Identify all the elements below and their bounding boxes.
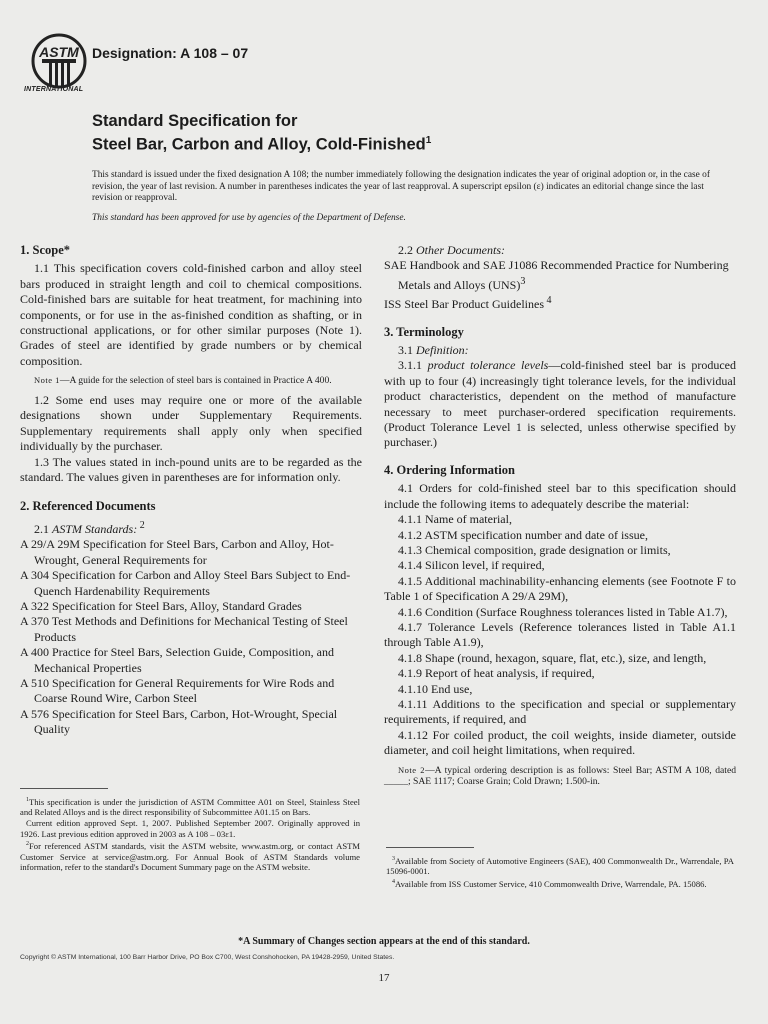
- section-heading-referenced-documents: 2. Referenced Documents: [20, 499, 156, 514]
- astm-logo-icon: [30, 32, 88, 90]
- title-line-2: Steel Bar, Carbon and Alloy, Cold-Finished$^1$: [92, 135, 432, 154]
- note-1-text: —A guide for the selection of steel bars is contained in Practice A 400.: [59, 375, 332, 387]
- paragraph-3-1-1: 3.1.1 product tolerance levels—cold-finished steel bar is produced with up to four (4) increasingly tight tolerance levels, for the individual product characteristics, dependent on the method of manufacture necessary to meet purchaser-ordered specification requirements. (Product Tolerance Level 1 is selected, unless otherwise specified by purchaser.): [384, 358, 737, 450]
- page-number: 17: [378, 972, 390, 984]
- footnote: Current edition approved Sept. 1, 2007. Published September 2007. Originally approved in 1926. Last previous edition approved in 2003 as A 108 – 03ε1.: [20, 818, 360, 839]
- reference-item: A 576 Specification for Steel Bars, Carbon, Hot-Wrought, Special Quality: [20, 706, 338, 737]
- paragraph-4-1: 4.1 Orders for cold-finished steel bar to this specification should include the following items to adequately describe the material:: [384, 481, 736, 511]
- note-1: [20, 375, 362, 387]
- ordering-item: 4.1.4 Silicon level, if required,: [398, 558, 545, 573]
- note-1-label: Note 1: [34, 375, 60, 386]
- reference-item: A 322 Specification for Steel Bars, Alloy, Standard Grades: [20, 598, 302, 613]
- definition-subheading: 3.1 Definition:: [398, 343, 469, 358]
- reference-item: A 29/A 29M Specification for Steel Bars, Carbon and Alloy, Hot-Wrought, General Requirements for: [20, 537, 334, 567]
- copyright-line: Copyright © ASTM International, 100 Barr Harbor Drive, PO Box C700, West Conshohocken, PA 19428-2959, United States.: [20, 954, 395, 961]
- other-document-item: ISS Steel Bar Product Guidelines $^4$: [384, 295, 552, 312]
- footnote: $^3$Available from Society of Automotive Engineers (SAE), 400 Commonwealth Dr., Warrendale, PA 15096-0001.: [386, 855, 734, 877]
- reference-item: A 370 Test Methods and Definitions for Mechanical Testing of Steel Products: [20, 614, 348, 644]
- footnote: $^1$This specification is under the jurisdiction of ASTM Committee A01 on Steel, Stainless Steel and Related Alloys and is the direct responsibility of Subcommittee A01.15 on Bars.: [20, 796, 360, 818]
- logo-text: ASTM: [39, 44, 79, 60]
- note-2: [384, 765, 736, 789]
- right-column: [384, 243, 736, 794]
- left-column: [20, 243, 362, 738]
- issuance-statement: This standard is issued under the fixed designation A 108; the number immediately following the designation indicates the year of original adoption or, in the case of revision, the year of last revision. A number in parentheses indicates the year of last reapproval. A superscript epsilon (ε) indicates an editorial change since the last revision or reapproval.: [92, 170, 710, 203]
- title-footnote-marker: 1: [425, 135, 432, 146]
- ordering-item: 4.1.6 Condition (Surface Roughness tolerances listed in Table A1.7),: [398, 604, 728, 619]
- designation: Designation: A 108 – 07: [92, 45, 249, 61]
- summary-of-changes-note: *A Summary of Changes section appears at the end of this standard.: [238, 936, 530, 947]
- astm-standards-subheading: 2.1 ASTM Standards: $^2$: [34, 519, 145, 536]
- ordering-item: 4.1.1 Name of material,: [398, 512, 512, 527]
- reference-item: A 510 Specification for General Requirements for Wire Rods and Coarse Round Wire, Carbon Steel: [20, 675, 335, 706]
- ordering-item: 4.1.9 Report of heat analysis, if required,: [398, 666, 595, 681]
- ordering-item: 4.1.7 Tolerance Levels (Reference tolerances listed in Table A1.1 through Table A1.9),: [384, 619, 736, 650]
- section-heading-scope: 1. Scope*: [20, 243, 70, 257]
- ordering-item: 4.1.8 Shape (round, hexagon, square, flat, etc.), size, and length,: [398, 650, 707, 665]
- ordering-item: 4.1.11 Additions to the specification and special or supplementary requirements, if required, and: [384, 696, 736, 727]
- footnote-rule: [20, 788, 108, 789]
- footnote: $^4$Available from ISS Customer Service, 410 Commonwealth Drive, Warrendale, PA. 15086.: [392, 878, 707, 889]
- logo-subtitle: INTERNATIONAL: [24, 86, 84, 93]
- paragraph-1-1: 1.1 This specification covers cold-finished carbon and alloy steel bars produced in straight length and coil to chemical compositions. Cold-finished bars are suitable for heat treatment, for machining into components, or for use in the as-finished condition as shafting, or in constructional applications, or for other similar purposes (Note 1). Grades of steel are identified by grade numbers or by chemical composition.: [20, 261, 362, 368]
- ordering-item: 4.1.2 ASTM specification number and date of issue,: [398, 527, 648, 542]
- title-line-1: Standard Specification for: [92, 112, 298, 130]
- other-document-item: SAE Handbook and SAE J1086 Recommended Practice for Numbering Metals and Alloys (UNS)$^3$: [384, 258, 729, 292]
- note-2-label: Note 2: [398, 764, 426, 775]
- footnote: $^2$For referenced ASTM standards, visit the ASTM website, www.astm.org, or contact ASTM Customer Service at service@astm.org. For Annual Book of ASTM Standards volume information, refer to the standard's Document Summary page on the ASTM website.: [20, 841, 360, 873]
- ordering-item: 4.1.12 For coiled product, the coil weights, inside diameter, outside diameter, and coil height limitations, when required.: [384, 727, 736, 758]
- page-title: [92, 111, 431, 155]
- dod-approval-statement: This standard has been approved for use by agencies of the Department of Defense.: [92, 213, 406, 223]
- note-2-text: —A typical ordering description is as follows: Steel Bar; ASTM A 108, dated _____; SAE 1117; Coarse Grain; Cold Drawn; 1.500-in.: [384, 764, 736, 788]
- section-heading-ordering-information: 4. Ordering Information: [384, 462, 515, 477]
- footnotes-right: [386, 854, 734, 890]
- reference-item: A 400 Practice for Steel Bars, Selection Guide, Composition, and Mechanical Properties: [20, 645, 334, 675]
- paragraph-1-2: 1.2 Some end uses may require one or more of the available designations shown under Supplementary Requirements. Supplementary requirements shall apply only when specified individually by the purchaser.: [20, 393, 362, 454]
- footnotes-left: [20, 795, 360, 873]
- paragraph-1-3: 1.3 The values stated in inch-pound units are to be regarded as the standard. The values given in parentheses are for information only.: [20, 454, 362, 485]
- other-documents-subheading: 2.2 Other Documents:: [398, 243, 505, 257]
- section-heading-terminology: 3. Terminology: [384, 324, 464, 339]
- ordering-item: 4.1.10 End use,: [398, 681, 473, 696]
- footnote-rule: [386, 847, 474, 848]
- ordering-item: 4.1.3 Chemical composition, grade designation or limits,: [398, 542, 671, 557]
- ordering-item: 4.1.5 Additional machinability-enhancing elements (see Footnote F to Table 1 of Specification A 29/A 29M),: [384, 573, 736, 604]
- reference-item: A 304 Specification for Carbon and Alloy Steel Bars Subject to End-Quench Hardenability Requirements: [20, 568, 351, 598]
